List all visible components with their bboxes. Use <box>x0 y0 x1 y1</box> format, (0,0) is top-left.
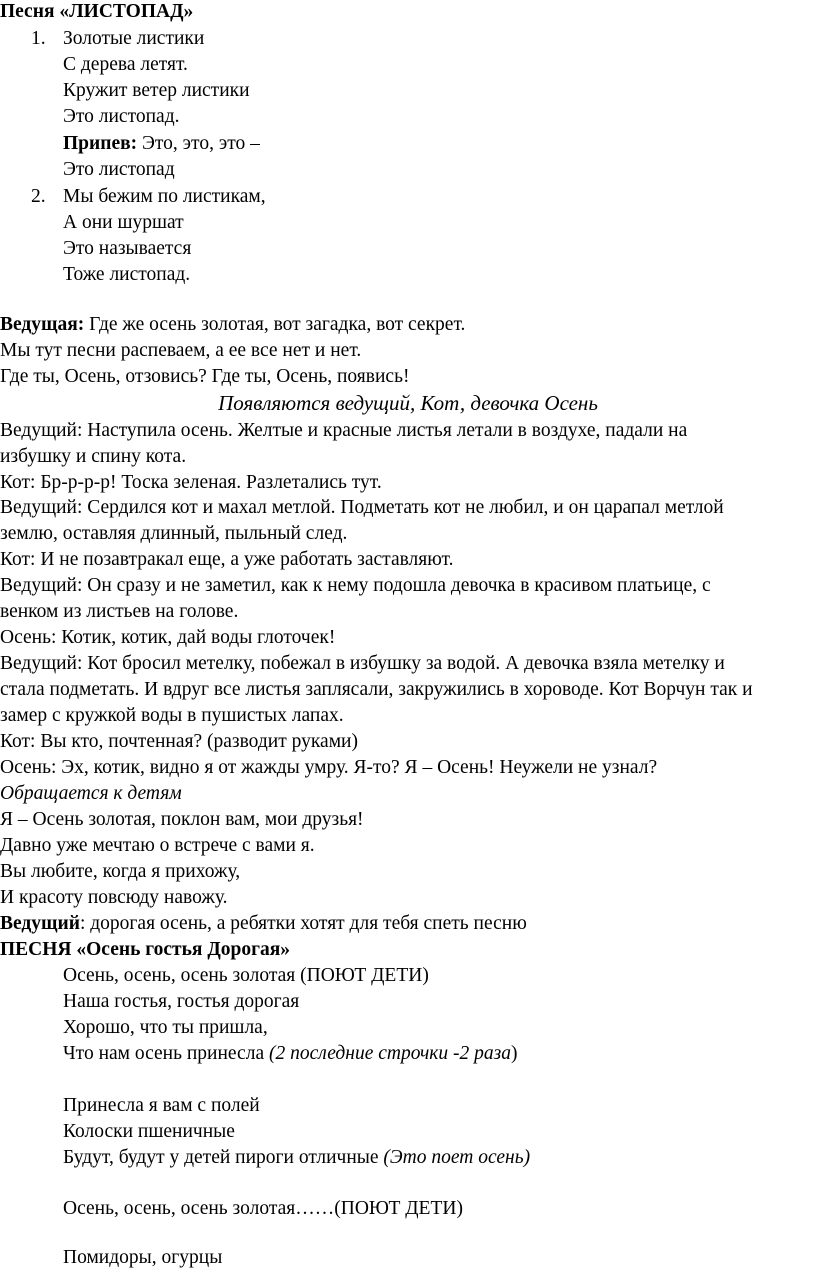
speaker-label: Ведущая: <box>0 314 85 335</box>
stage-direction: Обращается к детям <box>0 783 182 804</box>
chorus-text: Это, это, это – <box>137 133 260 154</box>
verse-line: С дерева летят. <box>63 54 188 75</box>
intro-line: Где ты, Осень, отзовись? Где ты, Осень, появись! <box>0 366 410 387</box>
verse-line: Это называется <box>63 238 192 259</box>
song-line: Хорошо, что ты пришла, <box>63 1017 268 1038</box>
speech-text: : дорогая осень, а ребятки хотят для тебя спеть песню <box>79 913 527 934</box>
poem-line: И красоту повсюду навожу. <box>0 887 228 908</box>
poem-line: Давно уже мечтаю о встрече с вами я. <box>0 835 315 856</box>
intro-line: Мы тут песни распеваем, а ее все нет и нет. <box>0 340 362 361</box>
dialogue-line: землю, оставляя длинный, пыльный след. <box>0 523 348 544</box>
verse-number: 1. <box>31 28 46 49</box>
dialogue-line: Кот: Бр-р-р-р! Тоска зеленая. Разлетались тут. <box>0 472 382 493</box>
song-text: Будут, будут у детей пироги отличные <box>63 1147 384 1168</box>
song-line: Принесла я вам с полей <box>63 1095 260 1116</box>
song-text: ) <box>510 1043 518 1064</box>
song-line: Осень, осень, осень золотая (ПОЮТ ДЕТИ) <box>63 965 429 986</box>
song-line: Помидоры, огурцы <box>63 1247 223 1268</box>
chorus-line <box>63 133 260 155</box>
verse-number: 2. <box>31 186 46 207</box>
verse-line: Тоже листопад. <box>63 264 191 285</box>
dialogue-line: Ведущий: Наступила осень. Желтые и красные листья летали в воздухе, падали на <box>0 420 688 441</box>
dialogue-line: Ведущий: Он сразу и не заметил, как к нему подошла девочка в красивом платьице, с <box>0 575 711 596</box>
song-line: Наша гостья, гостья дорогая <box>63 991 300 1012</box>
dialogue-line: Ведущий: Кот бросил метелку, побежал в избушку за водой. А девочка взяла метелку и <box>0 653 725 674</box>
intro-line <box>0 314 465 336</box>
song-line: Осень, осень, осень золотая……(ПОЮТ ДЕТИ) <box>63 1198 463 1219</box>
chorus-label: Припев: <box>63 133 138 154</box>
dialogue-line: Кот: Вы кто, почтенная? (разводит руками) <box>0 731 358 752</box>
dialogue-line: венком из листьев на голове. <box>0 601 239 622</box>
dialogue-line: Ведущий: Сердился кот и махал метлой. Подметать кот не любил, и он царапал метлой <box>0 497 724 518</box>
song-note: (2 последние строчки -2 раза <box>268 1043 511 1064</box>
verse-line: Золотые листики <box>63 28 205 49</box>
dialogue-line: Кот: И не позавтракал еще, а уже работать заставляют. <box>0 549 454 570</box>
song-note: (Это поет осень) <box>383 1147 531 1168</box>
dialogue-line: Осень: Котик, котик, дай воды глоточек! <box>0 627 336 648</box>
verse-line: Кружит ветер листики <box>63 80 250 101</box>
speech-text: Где же осень золотая, вот загадка, вот секрет. <box>84 314 466 335</box>
chorus-line: Это листопад <box>63 159 175 180</box>
song-line: Колоски пшеничные <box>63 1121 235 1142</box>
song-title: ПЕСНЯ «Осень гостья Дорогая» <box>0 939 291 960</box>
dialogue-line: Осень: Эх, котик, видно я от жажды умру. Я-то? Я – Осень! Неужели не узнал? <box>0 757 658 778</box>
verse-line: Мы бежим по листикам, <box>63 186 266 207</box>
song-title: Песня «ЛИСТОПАД» <box>0 1 194 22</box>
host-line <box>0 913 527 935</box>
song-text: Что нам осень принесла <box>63 1043 269 1064</box>
verse-line: А они шуршат <box>63 212 184 233</box>
poem-line: Я – Осень золотая, поклон вам, мои друзья! <box>0 809 364 830</box>
dialogue-line: избушку и спину кота. <box>0 446 187 467</box>
verse-line: Это листопад. <box>63 106 180 127</box>
dialogue-line: замер с кружкой воды в пушистых лапах. <box>0 705 344 726</box>
speaker-label: Ведущий <box>0 913 80 934</box>
song-line <box>63 1043 517 1065</box>
dialogue-line: стала подметать. И вдруг все листья заплясали, закружились в хороводе. Кот Ворчун так и <box>0 679 753 700</box>
song-line <box>63 1147 530 1169</box>
stage-direction: Появляются ведущий, Кот, девочка Осень <box>218 391 598 415</box>
poem-line: Вы любите, когда я прихожу, <box>0 861 241 882</box>
